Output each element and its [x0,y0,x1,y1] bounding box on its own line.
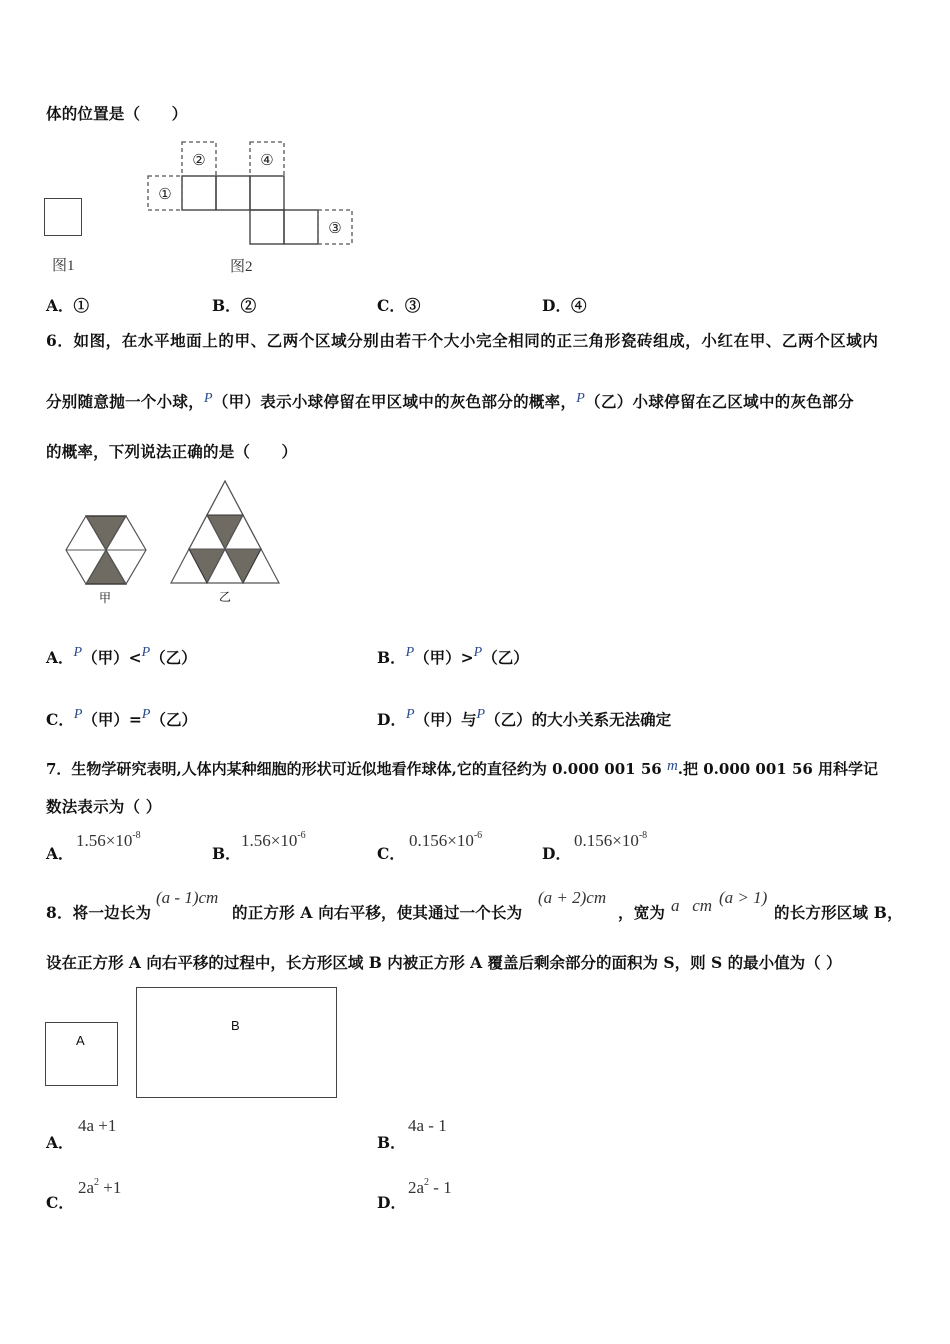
grid-line [243,515,261,549]
q8-rect-b-label: B [231,1018,240,1033]
q8-option-b-letter: B． [377,1133,406,1152]
q8-option-d-expr: $2a^2 - 1$ [408,1177,452,1197]
shaded-triangle [189,549,225,583]
q7-option-a-expr: $1.56\times 10^{-8}$ [76,830,141,850]
net-cell [284,210,318,244]
net-cell [182,176,216,210]
q8-line1-d: 的长方形区域 B， [774,903,903,922]
q8-line1-c: ，宽为 [618,903,666,922]
q6-option-a: A．P（甲）<P（乙） [46,645,197,667]
q8-math-condition: (a > 1) [719,888,768,907]
small-triangle [207,481,243,515]
net-cell [216,176,250,210]
q6-figure-jia [64,510,148,590]
grid-line [189,515,207,549]
shaded-triangle [207,515,243,549]
q7-option-c-letter: C． [377,844,405,863]
q6-line3: 的概率，下列说法正确的是（ ） [46,442,298,461]
q5-option-a: A．① [46,296,90,315]
q7-option-b-expr: $1.56\times 10^{-6}$ [241,830,306,850]
net-cell [250,176,284,210]
q7-option-b-letter: B． [212,844,241,863]
q8-option-b-expr: 4a - 1 [408,1116,447,1135]
q8-line1-b: 的正方形 A 向右平移，使其通过一个长为 [232,903,523,922]
q6-label-yi: 乙 [219,590,232,604]
net-label-1: ① [158,186,172,203]
q6-line2: 分别随意抛一个小球，P（甲）表示小球停留在甲区域中的灰色部分的概率，P（乙）小球停留在乙区域中的灰色部分 [46,391,854,411]
q5-stem-tail: 体的位置是（ ） [46,104,188,123]
shaded-triangle [86,550,126,584]
q8-math-width: a cm [671,896,713,915]
q8-square-a-label: A [76,1033,85,1048]
q8-math-length: (a + 2)cm [538,888,607,907]
q5-option-d: D．④ [542,296,587,315]
q5-option-b: B．② [212,296,257,315]
q7-option-c-expr: $0.156\times 10^{-6}$ [409,830,483,850]
q6-option-b: B．P（甲）>P（乙） [377,645,529,667]
q7-option-d-expr: $0.156\times 10^{-8}$ [574,830,648,850]
q8-rect-b [136,987,337,1098]
q7-line1: 7．生物学研究表明,人体内某种细胞的形状可近似地看作球体,它的直径约为 0.000 001 56 m.把 0.000 001 56 用科学记 [46,758,879,778]
q6-figure-yi [168,478,284,588]
q6-option-d: D．P（甲）与P（乙）的大小关系无法确定 [377,707,672,729]
shaded-triangle [86,516,126,550]
q8-option-a-letter: A． [46,1133,74,1152]
net-label-3: ③ [328,220,342,237]
q5-option-c: C．③ [377,296,421,315]
net-label-4: ④ [260,152,274,169]
q8-math-side: (a - 1)cm [156,888,219,907]
q6-option-c: C．P（甲）=P（乙） [46,707,197,729]
net-label-2: ② [192,152,206,169]
q5-figure1-square [44,198,82,236]
q7-line2: 数法表示为（ ） [46,797,162,816]
net-cell [250,210,284,244]
q8-line2: 设在正方形 A 向右平移的过程中，长方形区域 B 内被正方形 A 覆盖后剩余部分的面积为 S，则 S 的最小值为（ ） [46,953,842,972]
q5-figure2-label: 图2 [230,259,253,275]
q8-option-d-letter: D． [377,1193,406,1212]
q8-line1-a: 8．将一边长为 [46,903,152,922]
q6-line1: 6．如图，在水平地面上的甲、乙两个区域分别由若干个大小完全相同的正三角形瓷砖组成，小红在甲、乙两个区域内 [46,331,879,350]
q8-square-a [45,1022,118,1086]
q8-option-a-expr: 4a +1 [78,1116,117,1135]
q8-option-c-letter: C． [46,1193,74,1212]
q7-option-d-letter: D． [542,844,571,863]
q5-figure2-net [140,138,370,250]
q5-figure1-label: 图1 [52,258,75,274]
q8-option-c-expr: $2a^2 +1$ [78,1177,122,1197]
shaded-triangle [225,549,261,583]
q7-option-a-letter: A． [46,844,74,863]
q6-label-jia: 甲 [99,591,112,605]
